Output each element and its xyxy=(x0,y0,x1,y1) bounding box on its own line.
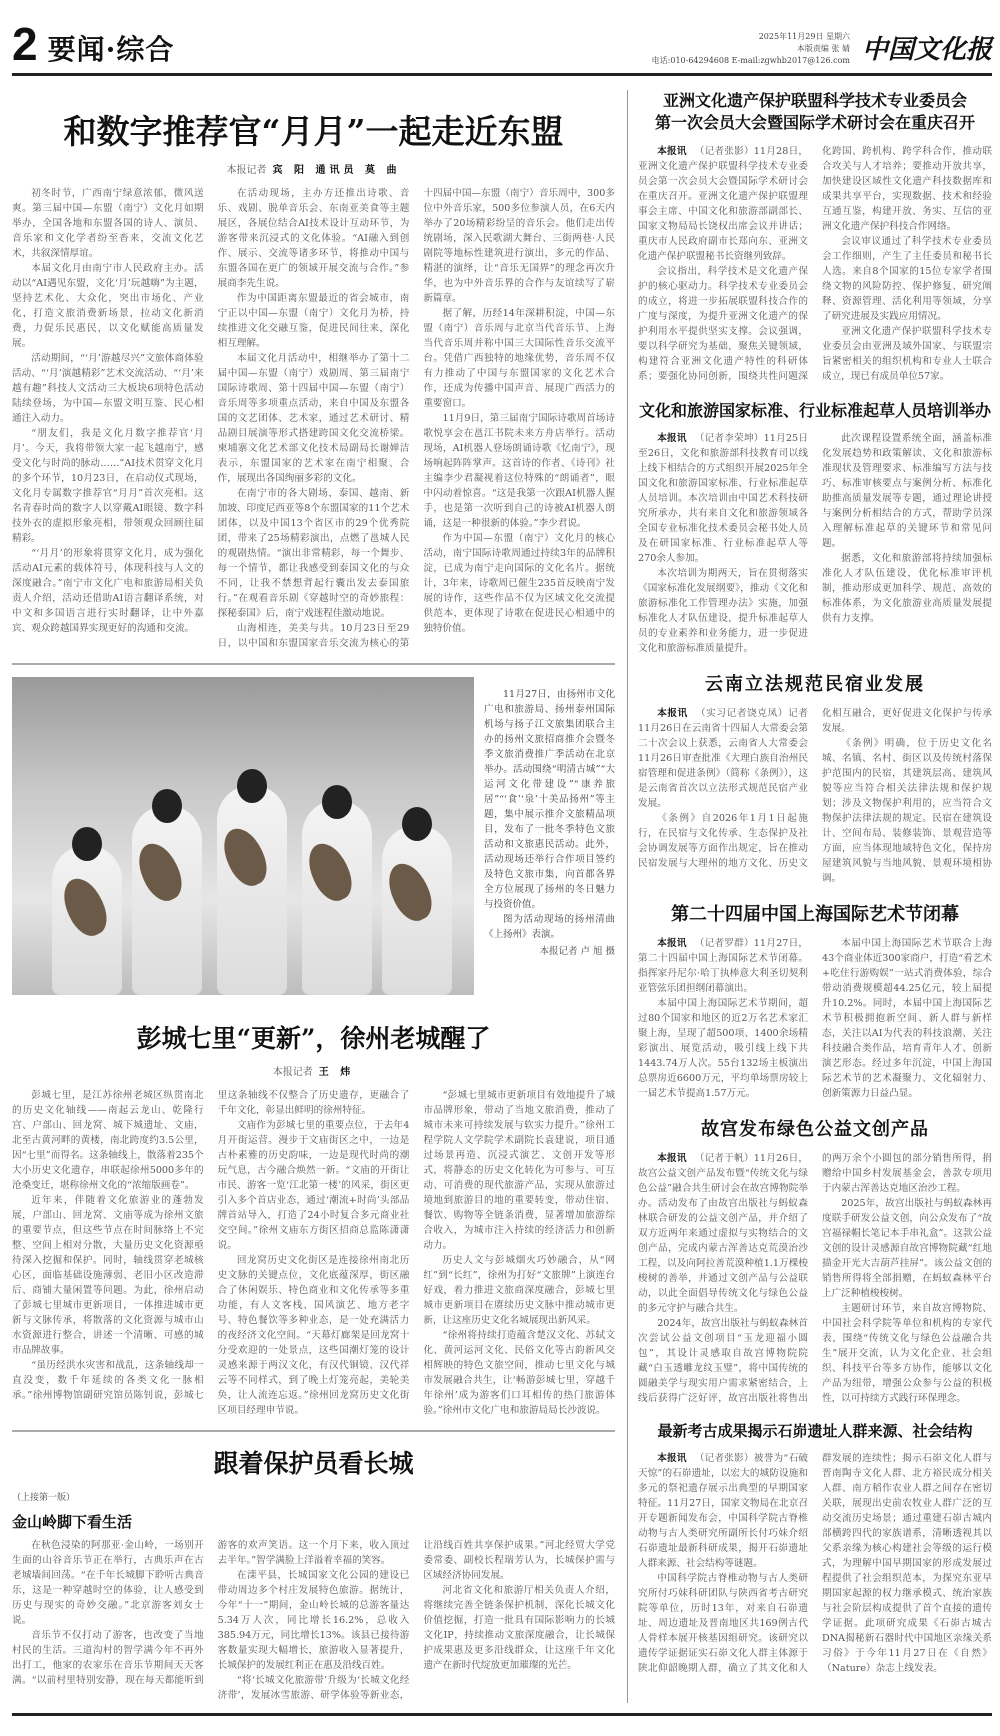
article-body xyxy=(638,1151,992,1406)
paragraph: 本届文化月活动中，相继举办了第十二届中国—东盟（南宁）戏剧周、第三届南宁国际诗歌周、第十四届中国—东盟（南宁）音乐周等多项重点活动，来自中国及东盟各国的文艺团体、艺术家，通过艺术研讨、精品剧目展演等形式搭建跨国文化交流桥梁。柬埔寨文化艺术部文化技术局副局长谢婵洁表示，东盟国家的艺术家在南宁相聚、合作，展现出各国绚丽多彩的文化。 xyxy=(217,353,410,484)
page-editor: 本版责编 张 婧 xyxy=(796,44,850,53)
paragraph: 彭城七里，是江苏徐州老城区纵贯南北的历史文化轴线——南起云龙山、乾隆行宫、户部山、回龙窝、城下城遗址、文庙，北至古黄河畔的黄楼，南北跨度约3.5公里，因“七里”而得名。这条轴线上，散落着235个大小历史文化遗存，串联起徐州5000多年的沧桑变迁，堪称徐州文化的“浓缩版画卷”。 xyxy=(12,1090,204,1191)
paragraph: “彭城七里城市更新项目有效地提升了城市品牌形象，带动了当地文旅消费，推动了城市未来可持续发展与软实力提升。”徐州工程学院人文学院学术副院长袁建说，项目通过场景再造、沉浸式演艺、文创开发等形式，将静态的历史文化转化为可参与、可互动、可消费的现代旅游产品，实现从旅游过境地到旅游目的地的重要转变，带动住宿、餐饮、购物等全链条消费，显著增加旅游综合收入，为城市注入持续的经济活力和创新动力。 xyxy=(423,1090,615,1251)
article-headline: 文化和旅游国家标准、行业标准起草人员培训举办 xyxy=(638,401,991,420)
article-body xyxy=(638,936,992,1101)
paragraph: 回龙窝历史文化街区是连接徐州南北历史文脉的关键点位，文化底蕴深厚，街区融合了休闲娱乐、特色商业和文化传承等多重功能，有人文客栈、国风演艺、地方老字号、特色餐饮等多种业态，是一处充满活力的夜经济文化空间。“天幕灯廊架是回龙窝十分受欢迎的一处景点，这些国潮灯笼的设计灵感来源于两汉文化，有汉代铜镜、汉代祥云等不同样式，到了晚上灯笼亮起，美轮美奂，让人流连忘返。”徐州回龙窝历史文化街区项目经理申节说。 xyxy=(217,1255,410,1416)
footer-rule xyxy=(12,1713,992,1716)
article xyxy=(638,900,992,1101)
paragraph: 此次课程设置系统全面，涵盖标准化发展趋势和政策解读、文化和旅游标准现状及管理要求、标准编写方法与技巧、标准审核要点与案例分析、标准化助推高质量发展等专题，通过理论讲授与案例分析相结合的方式，帮助学员深入理解标准起草的关键环节和常见问题。 xyxy=(822,433,992,549)
article-body xyxy=(638,1451,992,1676)
paragraph: 在滦平县，长城国家文化公园的建设已带动周边多个村庄发展特色旅游。据统计，今年“十一”期间，金山岭长城的总游客量达5.34万人次，同比增长16.2%，总收入385.94万元，同比增长13%。该县已接待游客数量实现大幅增长，旅游收入显著提升，长城保护的发展红利正在惠及沿线百姓。 xyxy=(217,1570,410,1671)
paragraph: 在南宁市的各大剧场，泰国、越南、新加坡、印度尼西亚等8个东盟国家的11个艺术团体，以及中国13个省区市的29个优秀院团，带来了25场精彩演出，点燃了邕城人民的观剧热情。“演出非常精彩，每一个舞步、每一个情节，都让我感受到泰国文化的与众不同，让我不禁想背起行囊出发去泰国旅行。”在观看音乐剧《穿越时空的奇妙旅程：探秘泰国》后，南宁戏迷程佳激动地说。 xyxy=(217,488,410,619)
article-byline xyxy=(12,161,615,176)
byline-names: 宾 阳 通讯员 莫 曲 xyxy=(272,165,401,176)
byline-names: 王 炜 xyxy=(318,1067,355,1078)
page-header xyxy=(12,0,992,76)
page-number: 2 xyxy=(12,18,38,70)
paragraph: 在活动现场，主办方还推出诗歌、音乐、戏剧、脱单音乐会、东南亚美食等主题展区，各展位结合AI技术设计互动环节，为游客带来沉浸式的文化体验。“AI融入到创作、展示、交流等诸多环节，将推动中国与东盟各国在更广的领域开展交流与合作。”参展商李先生说。 xyxy=(217,188,410,289)
paragraph: 本次培训为期两天，旨在贯彻落实《国家标准化发展纲要》，推动《文化和旅游标准化工作管理办法》实施，加强标准化人才队伍建设，提升标准起草人员的专业素养和业务能力，进一步促进文化和旅游标准质量提升。 xyxy=(638,568,808,654)
paragraph: 近年来，伴随着文化旅游业的蓬勃发展，户部山、回龙窝、文庙等成为徐州文旅的重要节点，但这些节点在时间脉络上不完整、空间上相对分散，大量历史文化资源亟待深入挖掘和保护。同时，轴线贯穿老城核心区，面临基础设施薄弱、老旧小区改造滞后、商铺大量闲置等问题。为此，徐州启动了彭城七里城市更新项目，一体推进城市更新与文脉传承，将散落的文化资源与城市山水资源进行整合，讲述一个清晰、可感的城市品牌故事。 xyxy=(12,1195,204,1356)
page-meta xyxy=(652,31,850,67)
paragraph: 活动期间，“‘月’游越尽兴”文旅体商体验活动、“‘月’演越精彩”艺术交流活动、“‘月’来越有趣”科技人文活动三大板块6项特色活动陆续登场，为中国—东盟文明互鉴、民心相通注入动力。 xyxy=(12,353,204,424)
left-column xyxy=(12,90,627,1703)
article-body xyxy=(12,186,615,651)
paragraph: 据悉，文化和旅游部将持续加强标准化人才队伍建设，优化标准审评机制，推动形成更加科学、规范、高效的标准体系，为文化旅游业高质量发展提供有力支撑。 xyxy=(822,553,992,624)
article-headline: 故宫发布绿色公益文创产品 xyxy=(701,1119,929,1140)
paragraph: 初冬时节，广西南宁绿意浓郁，微风送爽。第三届中国—东盟（南宁）文化月如期举办，全国各地和东盟各国的诗人、演员、音乐家和文化学者纷至沓来，交流文化艺术，共叙深情厚谊。 xyxy=(12,188,204,259)
paragraph-text: （记者李荣坤）11月25日至26日，文化和旅游部科技教育司以线上线下相结合的方式组织开展2025年全国文化和旅游国家标准、行业标准起草人员培训。本次培训由中国艺术科技研究所承办，共有来自文化和旅游领域各全国专业标准化技术委员会秘书处人员及在研国家标准、行业标准起草人等270余人参加。 xyxy=(638,433,809,564)
article-subhead: 金山岭脚下看生活 xyxy=(12,1513,133,1531)
article xyxy=(638,1420,992,1676)
article-headline: 彭城七里“更新”，徐州老城醒了 xyxy=(136,1024,491,1053)
caption-text: 11月27日，由扬州市文化广电和旅游局、扬州泰州国际机场与扬子江文旅集团联合主办的扬州文旅招商推介会暨冬季文旅消费推广季活动在北京举办。活动围绕“明清古城”“大运河文化带建设”“康养旅居”“‘食’‘泉’十美品扬州”等主题，集中展示推介文旅精品项目，发布了一批冬季特色文旅活动和文旅惠民活动。此外，活动现场还举行合作项目签约及特色文旅市集，向首都各界全方位展现了扬州的冬日魅力与投资价值。 xyxy=(484,689,615,910)
paragraph xyxy=(638,431,808,566)
article-headline: 第二十四届中国上海国际艺术节闭幕 xyxy=(671,904,959,925)
right-column xyxy=(627,90,992,1703)
article-headline: 跟着保护员看长城 xyxy=(213,1449,414,1478)
paragraph: “虽历经洪水灾害和战乱，这条轴线却一直没变，数千年延续的各类文化一脉相承。”徐州博物馆副研究馆员陈钊说，彭城七里这条轴线不仅整合了历史遗存，更融合了千年文化，彰显出鲜明的徐州特征。 xyxy=(12,1090,410,1401)
caption-text: 图为活动现场的扬州清曲《上扬州》表演。 xyxy=(484,914,615,940)
section-title: 要闻·综合 xyxy=(47,33,175,66)
byline-prefix: 本报记者 xyxy=(226,165,267,176)
dateline-tag: 本报讯 xyxy=(657,938,687,949)
article-body xyxy=(12,1538,615,1703)
paragraph: 历史人文与彭城烟火巧妙融合，从“网红”到“长红”，徐州为打好“文旅牌”上演连台好戏，着力推进文旅商深度融合，彭城七里城市更新项目在赓续历史文脉中推动城市更新，让这座历史文化名城展现出新风采。 xyxy=(423,1255,615,1326)
article-body xyxy=(638,431,992,656)
paragraph: “朋友们，我是文化月数字推荐官‘月月’。今天，我将带领大家一起飞越南宁，感受文化与时尚的脉动……”AI技术贯穿文化月的多个环节，10月23日，在启动仪式现场，文化月专属数字推荐官“月月”首次亮相。这名青春时尚的数字人以穿戴AI眼镜、数字科技外衣的虚拟形象亮相，带领观众回顾往届精彩。 xyxy=(12,428,204,544)
paragraph-text: （实习记者饶克凤）记者11月26日在云南省十四届人大常委会第二十次会议上获悉，云南省人大常委会11月26日审查批准《大理白族自治州民宿管理和促进条例》（简称《条例》），这是云南省首次以立法形式规范民宿产业发展。 xyxy=(638,708,809,809)
headline-line: 亚洲文化遗产保护联盟科学技术专业委员会 xyxy=(662,91,967,110)
article xyxy=(638,90,992,384)
byline-prefix: 本报记者 xyxy=(272,1067,313,1078)
performance-photo xyxy=(12,677,474,995)
paragraph xyxy=(638,1451,808,1571)
paragraph: 会议指出，科学技术是文化遗产保护的核心驱动力。科学技术专业委员会的成立，将进一步拓展联盟科技合作的广度与深度，为提升亚洲文化遗产的保护利用水平提供坚实支撑。会议强调，要以科学研究为基础，聚焦关键领域，构建符合亚洲文化遗产特性的科研体系；要强化协同创新，围绕共性问题深化跨国、跨机构、跨学科合作，推动联合攻关与人才培养；要推动开放共享，加快建设区域性文化遗产科技数据库和成果共享平台，实现数据、技术和经验互通互鉴，构建开放、务实、互信的亚洲文化遗产保护科技合作网络。 xyxy=(638,146,992,382)
divider xyxy=(12,663,615,665)
paragraph xyxy=(638,1151,808,1316)
paragraph: “徐州将持续打造蕴含楚汉文化、苏轼文化、黄河运河文化、民俗文化等古韵新风交相辉映的特色文旅空间，推动七里文化与城市发展融合共生，让‘畅游彭城七里，穿越千年徐州’成为游客们口耳相传的热门旅游体验。”徐州市文化广电和旅游局局长沙波说。 xyxy=(423,1330,615,1416)
paragraph: 据了解，历经14年深耕积淀，中国—东盟（南宁）音乐周与北京当代音乐节、上海当代音乐周并称中国三大国际性音乐交流平台。凭借广西独特的地缘优势，音乐周不仅有力推动了中国与东盟国家的文化艺术合作，还成为传播中国声音、展现广西活力的重要窗口。 xyxy=(423,308,615,409)
paragraph-text: （记者罗群）11月27日，第二十四届中国上海国际艺术节闭幕。指挥家丹尼尔·哈丁执棒意大利圣切契利亚管弦乐团担纲闭幕演出。 xyxy=(638,938,809,994)
article-body xyxy=(638,706,992,886)
paragraph: 2024年，故宫出版社与蚂蚁森林首次尝试公益文创项目“玉龙迎福小圆包”，其设计灵感取自故宫博物院院藏“白玉透雕龙纹玉璧”，将中国传统的圆融美学与现实用户需求紧密结合，上线后获得广泛好评，故宫出版社将售出的两万余个小圆包的部分销售所得，捐赠给中国乡村发展基金会，善款专项用于内蒙古浑善达克地区治沙工程。 xyxy=(638,1153,992,1404)
headline-line: 第一次会员大会暨国际学术研讨会在重庆召开 xyxy=(654,113,975,132)
paragraph-text: （记者张影）被誉为“石破天惊”的石峁遗址，以宏大的城防设施和多元的祭祀遗存展示出典型的早期国家特征。11月27日，国家文物局在北京召开专题新闻发布会，中国科学院古脊椎动物与古人类研究所副所长付巧妹介绍石峁遗址最新科研成果，揭开石峁遗址人群来源、社会结构等谜题。 xyxy=(638,1453,809,1569)
contact-info: 电话:010-64294608 E-mail:zgwhb2017@126.com xyxy=(651,56,850,65)
paragraph xyxy=(638,936,808,996)
photo-caption xyxy=(484,677,615,959)
paragraph xyxy=(638,706,808,811)
article xyxy=(638,670,992,886)
paragraph: “将‘长城文化旅游带’升级为‘长城文化经济带’，发展冰雪旅游、研学体验等新业态，让沿线百姓共享保护成果。”河北经贸大学党委常委、副校长程瑞芳认为，长城保护需与区域经济协同发展。 xyxy=(217,1540,615,1701)
article-headline xyxy=(638,90,992,134)
paragraph: 亚洲文化遗产保护联盟科学技术专业委员会由亚洲及域外国家、与联盟宗旨紧密相关的组织机构和专业人士联合成立，现已有成员单位57家。 xyxy=(822,326,992,382)
paragraph: 本届中国上海国际艺术节联合上海43个商业体近300家商户，打造“看艺术+吃住行游购娱”一站式消费体验，综合带动消费规模超44.25亿元，较上届提升10.2%。同时，本届中国上海国际艺术节积极拥抱新空间、新人群与新样态，关注以AI为代表的科技浪潮、关注科技融合类作品，培育青年人才、创新演艺形态。经过多年沉淀，中国上海国际艺术节的艺术凝聚力、文化辐射力、创新策源力日益凸显。 xyxy=(822,938,992,1099)
dateline-tag: 本报讯 xyxy=(657,1153,687,1164)
page-body xyxy=(12,90,992,1703)
newspaper-logo: 中国文化报 xyxy=(861,35,992,65)
paragraph: 主题研讨环节，来自故宫博物院、中国社会科学院等单位和机构的专家代表，围绕“传统文化与绿色公益融合共生”展开交流，认为文化企业、社会组织、科技平台等多方协作，能够以文化产品为纽带，增强公众参与公益的积极性，以可持续方式践行环保理念。 xyxy=(822,1303,992,1404)
paragraph: 本届文化月由南宁市人民政府主办。活动以“AI遇见东盟，文化‘月’玩越嗨”为主题，坚持艺术化、大众化，突出市场化、产业化，打造文旅消费新场景，拉动文化新消费，力促乐民惠民，以文化赋能高质量发展。 xyxy=(12,263,204,349)
paragraph: 会议审议通过了科学技术专业委员会工作细则，产生了主任委员和秘书长人选。来自8个国家的15位专家学者围绕文物的风险防控、保护修复、研究阐释、资源管理、活化利用等领域，分享了研究进展及实践应用情况。 xyxy=(822,236,992,322)
continued-note: （上接第一版） xyxy=(12,1493,76,1503)
dateline-tag: 本报讯 xyxy=(657,708,688,719)
paragraph: 2025年，故宫出版社与蚂蚁森林再度联手研发公益文创，向公众发布了“故宫福禄帽长笔记本手串礼盒”。这款公益文创的设计灵感源自故宫博物院藏“红地描金开光大吉葫芦挂屏”。该公益文创的销售所得将全部捐赠，在蚂蚁森林平台上广泛种植梭梭树。 xyxy=(822,1198,992,1299)
paragraph: 11月9日，第三届南宁国际诗歌周首场诗歌悦享会在邕江书院未来方舟店举行。活动现场，AI机器人登场朗诵诗歌《忆南宁》，现场响起阵阵掌声。这首诗的作者、《诗刊》社主编李少君凝视着这位特殊的“朗诵者”，眼中闪动着惊喜。“这是我第一次跟AI机器人握手，也是第一次听到自己的诗被AI机器人朗诵，这是一种很新的体验。”李少君说。 xyxy=(423,413,615,529)
paragraph: 本届中国上海国际艺术节期间，超过80个国家和地区的近2万名艺术家汇聚上海，呈现了超500项、1400余场精彩演出、展览活动，吸引线上线下共1443.74万人次。55台132场主板演出总票房近6600万元，平均单场票房较上一届艺术节提高1.57万元。 xyxy=(638,998,808,1099)
dateline-tag: 本报讯 xyxy=(657,1453,687,1464)
paragraph: 作为中国距离东盟最近的省会城市，南宁正以中国—东盟（南宁）文化月为桥，持续推进文化交融互鉴，促进民间往来，深化相互理解。 xyxy=(217,293,410,349)
article-body xyxy=(638,144,992,384)
photo-block xyxy=(12,677,615,995)
paragraph-text: （记者张影）11月28日，亚洲文化遗产保护联盟科学技术专业委员会第一次会员大会暨国际学术研讨会在重庆召开。亚洲文化遗产保护联盟理事会主席、中国文化和旅游部副部长、国家文物局局长饶权出席会议并讲话；重庆市人民政府副市长郑向东、亚洲文化遗产保护联盟秘书长资继列致辞。 xyxy=(638,146,809,262)
article xyxy=(638,398,992,656)
article-body xyxy=(12,1088,615,1418)
issue-date: 2025年11月29日 星期六 xyxy=(758,32,850,41)
paragraph: 文庙作为彭城七里的重要点位，于去年4月开街运营。漫步于文庙街区之中，一边是古朴素雅的历史韵味，一边是现代时尚的潮玩气息，古今融合焕然一新。“文庙的开街让市民、游客一览‘江北第一楼’的风采，街区更引入多个首店业态，通过‘潮流+时尚’头部品牌首站导入，打造了24小时复合多元商业社交空间。”徐州文庙东方街区招商总监陈潇潇说。 xyxy=(217,1120,410,1251)
paragraph: “‘月月’的形象将贯穿文化月，成为强化活动AI元素的载体符号，体现科技与人文的深度融合。”南宁市文化广电和旅游局相关负责人介绍，活动还借助AI语言翻译系统，对中文和多国语言进行实时翻译，让中外嘉宾、观众跨越国界实现更好的沟通和交流。 xyxy=(12,548,204,634)
paragraph: 河北省文化和旅游厅相关负责人介绍，将继续完善全链条保护机制，深化长城文化价值挖掘，打造一批具有国际影响力的长城文化IP，持续推动文旅深度融合，让长城保护成果惠及更多沿线群众，让这座千年文化遗产在新时代绽放更加璀璨的光芒。 xyxy=(423,1585,615,1671)
paragraph xyxy=(638,144,808,264)
photo-credit: 本报记者 卢 旭 摄 xyxy=(539,946,615,957)
article-headline: 和数字推荐官“月月”一起走近东盟 xyxy=(63,112,564,151)
article-headline: 最新考古成果揭示石峁遗址人群来源、社会结构 xyxy=(657,1422,973,1440)
divider xyxy=(12,1430,615,1432)
dateline-tag: 本报讯 xyxy=(657,146,687,157)
paragraph: 在秋色浸染的阿那亚·金山岭，一场别开生面的山谷音乐节正在举行，古典乐声在古老城墙间回荡。“在千年长城脚下聆听古典音乐，这是一种穿越时空的体验，让人感受到历史与现实的奇妙交融。”北京游客刘女士说。 xyxy=(12,1540,204,1626)
dateline-tag: 本报讯 xyxy=(657,433,687,444)
paragraph: 山海相连，美美与共。10月23日至29日，以中国和东盟国家音乐交流为核心的第十四届中国—东盟（南宁）音乐周中，300多位中外音乐家，500多位参演人员，在6天内举办了20场精彩纷呈的音乐会。他们走出传统剧场，深入民歌湖大舞台、三街两巷·人民剧院等地标性建筑进行演出，多元的作品、精湛的演绎，让“音乐无国界”的理念再次升华，也为中外音乐界的合作与友谊续写了崭新篇章。 xyxy=(217,188,615,649)
article-headline: 云南立法规范民宿业发展 xyxy=(705,674,925,695)
paragraph: 中国科学院古脊椎动物与古人类研究所付巧妹科研团队与陕西省考古研究院等单位，历时13年，对来自石峁遗址、周边遗址及晋南地区共169例古代人骨样本展开核基因组研究。该研究以遗传学证据证实石峁文化人群主体源于陕北仰韶晚期人群，确立了其文化和人群发展的连续性；揭示石峁文化人群与晋南陶寺文化人群、北方裕民成分相关人群、南方稻作农业人群之间存在密切关联，展现出史前农牧业人群广泛的互动交流历史场景；通过重建石峁古城内部横跨四代的家族谱系，清晰透视其以父系亲缘为核心构建社会等级的运行模式，为理解中国早期国家的形成发展过程提供了社会组织范本，为探究东亚早期国家起源的权力继承模式、统治家族与社会阶层构成提供了首个直接的遗传学证据。此项研究成果《石峁古城古DNA揭秘新石器时代中国地区亲缘关系习俗》于今年11月27日在《自然》（Nature）杂志上线发表。 xyxy=(638,1453,992,1674)
paragraph: 《条例》自2026年1月1日起施行，在民宿与文化传承、生态保护及社会协调发展等方面作出规定，旨在推动民宿发展与大理州的地方文化、历史文化相互融合，更好促进文化保护与传承发展。 xyxy=(638,708,992,869)
article xyxy=(638,1115,992,1406)
paragraph: 《条例》明确，位于历史文化名城、名镇、名村、街区以及传统村落保护范围内的民宿，其建筑层高、建筑风貌等应当符合相关法律法规和保护规划；涉及文物保护利用的，应当符合文物保护法律法规的规定。民宿在建筑设计、空间布局、装修装饰、景观营造等方面，应当体现地域特色文化，保持房屋建筑风貌与当地风貌、景观环境相协调。 xyxy=(822,738,992,884)
paragraph: 作为中国—东盟（南宁）文化月的核心活动，南宁国际诗歌周通过持续3年的品牌积淀，已成为南宁走向国际的文化名片。据统计，3年来，诗歌周已催生235首反映南宁发展的诗作，这些作品不仅为区域文化交流提供范本，更体现了诗歌在促进民心相通中的独特价值。 xyxy=(423,533,615,634)
paragraph: 音乐节不仅打动了游客，也改变了当地村民的生活。三道沟村的智学满今年不再外出打工，他家的农家乐在音乐节期间天天客满。“以前村里特别安静，现在每天都能听到游客的欢声笑语。这一个月下来，收入顶过去半年。”智学满脸上洋溢着幸福的笑容。 xyxy=(12,1540,410,1686)
paragraph-text: （记者于帆）11月26日，故宫公益文创产品发布暨“传统文化与绿色公益”融合共生研讨会在故宫博物院举办。活动发布了由故宫出版社与蚂蚁森林联合研发的公益文创产品，并介绍了双方近两年来通过虚拟与实物结合的文创产品，完成内蒙古浑善达克荒漠治沙工程，以及向阿拉善荒漠种植1.1万棵梭梭树的善举，并通过文创产品与公益联动，以此全面倡导传统文化与绿色公益的多元守护与融合共生。 xyxy=(638,1153,809,1314)
article-byline xyxy=(12,1063,615,1078)
